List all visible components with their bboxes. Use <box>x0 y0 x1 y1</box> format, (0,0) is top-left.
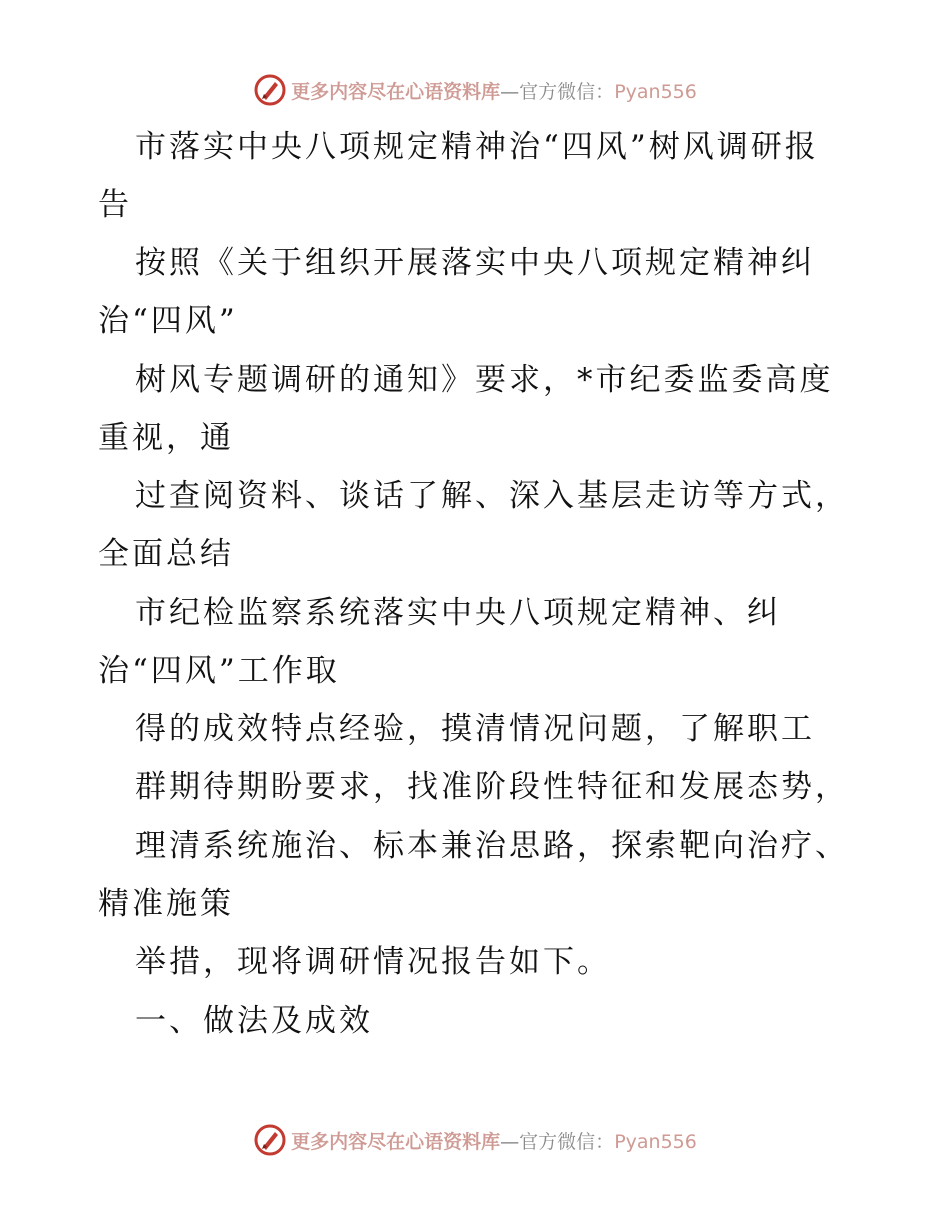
doc-section-heading: 一、做法及成效 <box>135 1003 373 1039</box>
doc-paragraph-line: 群期待期盼要求，找准阶段性特征和发展态势， <box>135 769 849 805</box>
doc-paragraph-line: 树风专题调研的通知》要求，*市纪委监委高度 <box>135 362 834 398</box>
watermark-dash: — <box>500 1130 520 1153</box>
doc-paragraph-line: 重视，通 <box>98 420 234 456</box>
doc-paragraph-line: 市纪检监察系统落实中央八项规定精神、纠 <box>135 595 781 631</box>
doc-paragraph-line: 得的成效特点经验，摸清情况问题，了解职工 <box>135 711 815 747</box>
doc-paragraph-line: 过查阅资料、谈话了解、深入基层走访等方式， <box>135 478 849 514</box>
watermark-dash: — <box>500 80 520 103</box>
footer-watermark <box>0 1120 950 1160</box>
doc-paragraph-line: 理清系统施治、标本兼治思路，探索靶向治疗、 <box>135 828 849 864</box>
watermark-brand: 更多内容尽在心语资料库 <box>291 1130 501 1153</box>
watermark-label: 官方微信： <box>519 80 615 103</box>
watermark-wechat-id: Pyan556 <box>614 80 697 103</box>
watermark-wechat-id: Pyan556 <box>614 1130 697 1153</box>
doc-paragraph-line: 全面总结 <box>98 536 234 572</box>
doc-paragraph-line: 举措，现将调研情况报告如下。 <box>135 944 611 980</box>
watermark-text <box>291 1127 697 1154</box>
watermark-label: 官方微信： <box>519 1130 615 1153</box>
watermark-brand: 更多内容尽在心语资料库 <box>291 80 501 103</box>
doc-paragraph-line: 精准施策 <box>98 886 234 922</box>
doc-title-line-1: 市落实中央八项规定精神治“四风”树风调研报 <box>135 129 819 165</box>
doc-paragraph-line: 治“四风” <box>98 303 238 339</box>
doc-paragraph-line: 治“四风”工作取 <box>98 653 340 689</box>
doc-title-line-2: 告 <box>98 187 132 223</box>
doc-paragraph-line: 按照《关于组织开展落实中央八项规定精神纠 <box>135 245 815 281</box>
pen-nib-seal-icon <box>253 1123 287 1157</box>
